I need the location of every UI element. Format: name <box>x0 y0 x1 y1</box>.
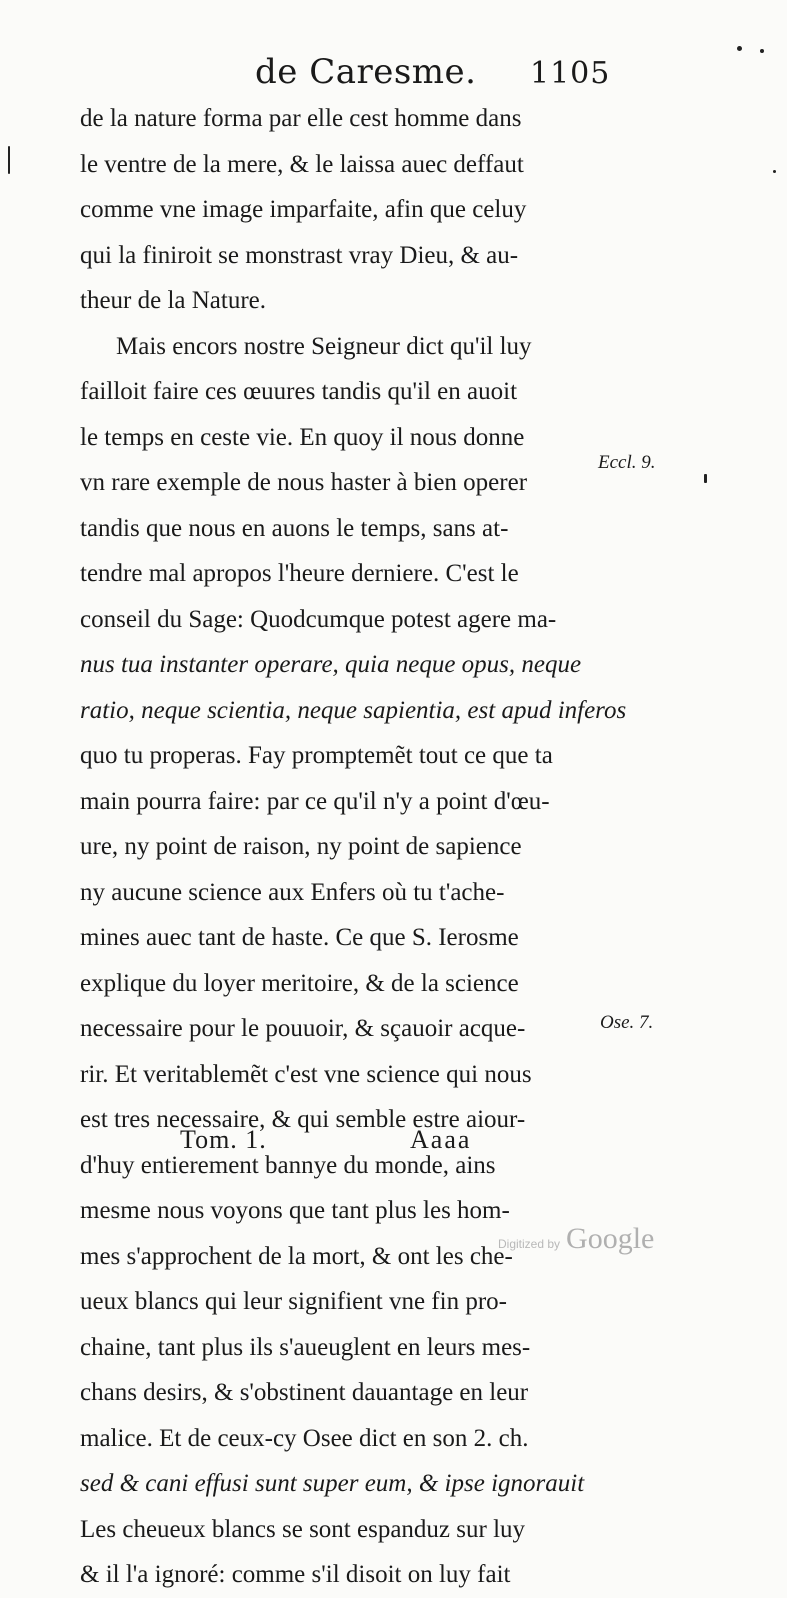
latin-line: ratio, neque scientia, neque sapientia, est apud inferos <box>80 696 627 724</box>
text-line: malice. Et de ceux-cy Osee dict en son 2. ch. <box>80 1424 529 1452</box>
text-line: le temps en ceste vie. En quoy il nous donne <box>80 423 525 451</box>
text-line: rir. Et veritablemẽt c'est vne science qui nous <box>80 1060 532 1088</box>
ink-speck <box>737 46 742 51</box>
text-line: mesme nous voyons que tant plus les hom- <box>80 1197 510 1224</box>
google-logo: Google <box>566 1222 655 1255</box>
digitized-label: Digitized by <box>498 1237 561 1251</box>
text-line: main pourra faire: par ce qu'il n'y a point d'œu- <box>80 787 550 815</box>
latin-line: nus tua instanter operare, quia neque opus, neque <box>80 651 582 678</box>
text-line: ny aucune science aux Enfers où tu t'ache- <box>80 878 505 906</box>
text-line: vn rare exemple de nous haster à bien operer <box>80 469 528 496</box>
text-line: Les cheueux blancs se sont espanduz sur luy <box>80 1515 526 1543</box>
text-line: est tres necessaire, & qui semble estre aiour- <box>80 1106 526 1133</box>
ink-speck <box>773 170 776 173</box>
signature-mark: Tom. 1. <box>180 1125 267 1154</box>
text-line: tandis que nous en auons le temps, sans at- <box>80 514 509 542</box>
text-line: theur de la Nature. <box>80 287 267 314</box>
text-line: failloit faire ces œuures tandis qu'il en auoit <box>80 378 518 405</box>
text-line: & il l'a ignoré: comme s'il disoit on luy fait <box>80 1561 511 1588</box>
ink-speck <box>760 49 764 53</box>
text-line: ueux blancs qui leur signifient vne fin pro- <box>80 1288 507 1315</box>
running-title: de Caresme. <box>255 52 477 92</box>
latin-line: sed & cani effusi sunt super eum, & ipse ignorauit <box>80 1470 585 1497</box>
text-line: d'huy entierement bannye du monde, ains <box>80 1151 496 1179</box>
text-line: mines auec tant de haste. Ce que S. Ierosme <box>80 924 519 951</box>
text-line: quo tu properas. Fay promptemẽt tout ce que ta <box>80 742 553 769</box>
text-line: explique du loyer meritoire, & de la science <box>80 969 519 997</box>
ink-speck <box>704 474 707 483</box>
margin-note-ose: Ose. 7. <box>600 1012 654 1033</box>
text-line: comme vne image imparfaite, afin que celuy <box>80 196 527 223</box>
text-line: de la nature forma par elle cest homme dans <box>80 105 522 132</box>
text-line: qui la finiroit se monstrast vray Dieu, & au- <box>80 241 519 269</box>
text-line: conseil du Sage: Quodcumque potest agere ma- <box>80 605 557 633</box>
sheet-mark: Aaaa <box>410 1125 472 1154</box>
ink-speck <box>8 146 10 174</box>
text-line: Mais encors nostre Seigneur dict qu'il luy <box>116 332 532 360</box>
text-line: mes s'approchent de la mort, & ont les che- <box>80 1242 513 1270</box>
google-watermark <box>498 1222 654 1256</box>
page-number: 1105 <box>530 56 611 91</box>
margin-note-eccl: Eccl. 9. <box>598 452 656 473</box>
text-line: tendre mal apropos l'heure derniere. C'est le <box>80 560 519 587</box>
text-line: chaine, tant plus ils s'aueuglent en leurs mes- <box>80 1333 531 1361</box>
text-line: ure, ny point de raison, ny point de sapience <box>80 833 522 860</box>
text-line: le ventre de la mere, & le laissa auec deffaut <box>80 150 524 178</box>
text-line: necessaire pour le pouuoir, & sçauoir acque- <box>80 1015 526 1042</box>
text-line: chans desirs, & s'obstinent dauantage en leur <box>80 1379 529 1406</box>
